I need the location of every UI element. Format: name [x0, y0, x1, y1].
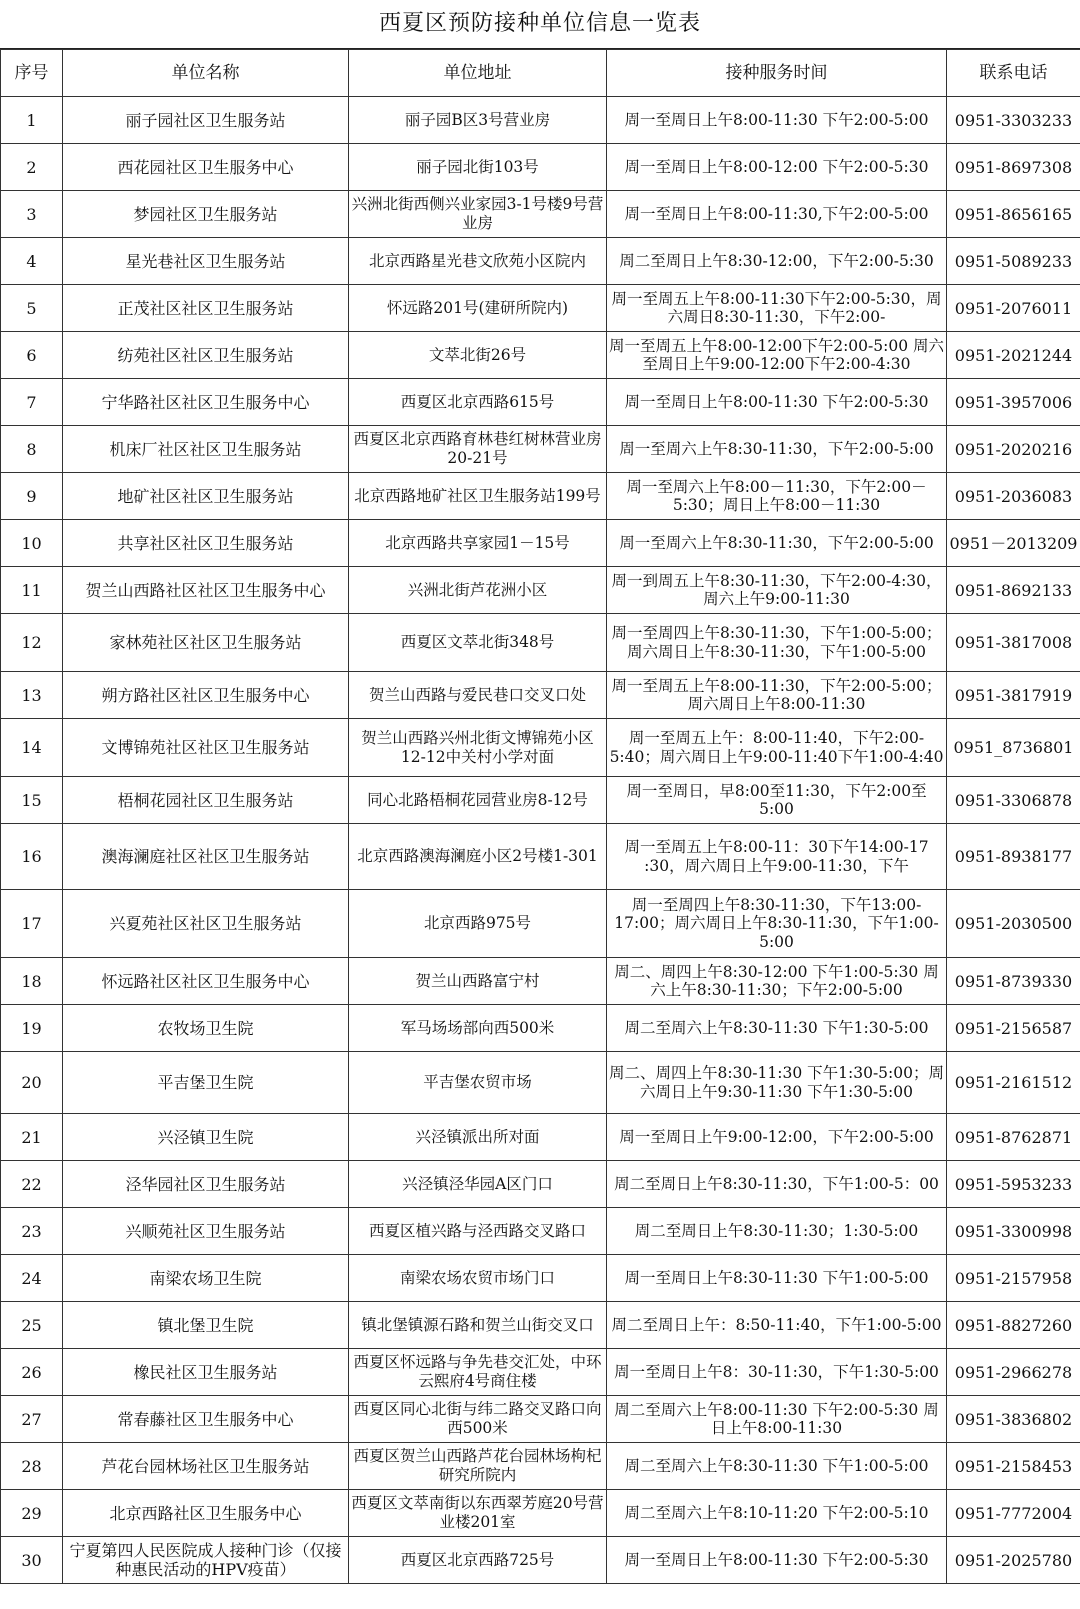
cell-address: 怀远路201号(建研所院内) — [349, 285, 607, 332]
cell-hours: 周一至周日上午9:00-12:00，下午2:00-5:00 — [607, 1114, 947, 1161]
cell-name: 镇北堡卫生院 — [63, 1302, 349, 1349]
cell-phone: 0951-5089233 — [947, 238, 1080, 285]
header-hours: 接种服务时间 — [607, 50, 947, 97]
table-row — [1, 426, 1080, 473]
cell-name: 兴顺苑社区卫生服务站 — [63, 1208, 349, 1255]
cell-name: 梦园社区卫生服务站 — [63, 191, 349, 238]
cell-phone: 0951-2020216 — [947, 426, 1080, 473]
cell-hours: 周一至周五上午：8:00-11:40，下午2:00-5:40；周六周日上午9:00-11:40下午1:00-4:40 — [607, 719, 947, 777]
cell-name: 丽子园社区卫生服务站 — [63, 97, 349, 144]
cell-no: 23 — [1, 1208, 63, 1255]
table-row — [1, 332, 1080, 379]
header-address: 单位地址 — [349, 50, 607, 97]
cell-no: 25 — [1, 1302, 63, 1349]
cell-hours: 周一至周日，早8:00至11:30，下午2:00至5:00 — [607, 777, 947, 824]
cell-name: 文博锦苑社区社区卫生服务站 — [63, 719, 349, 777]
cell-hours: 周一至周五上午8:00-12:00下午2:00-5:00 周六至周日上午9:00-12:00下午2:00-4:30 — [607, 332, 947, 379]
table-row — [1, 379, 1080, 426]
cell-name: 星光巷社区卫生服务站 — [63, 238, 349, 285]
cell-phone: 0951-8656165 — [947, 191, 1080, 238]
cell-address: 兴泾镇派出所对面 — [349, 1114, 607, 1161]
table-row — [1, 1302, 1080, 1349]
cell-no: 14 — [1, 719, 63, 777]
cell-address: 兴洲北街芦花洲小区 — [349, 567, 607, 614]
table-row — [1, 191, 1080, 238]
cell-name: 兴夏苑社区社区卫生服务站 — [63, 890, 349, 958]
cell-address: 贺兰山西路与爱民巷口交叉口处 — [349, 672, 607, 719]
cell-hours: 周一至周日上午8:00-11:30 下午2:00-5:30 — [607, 379, 947, 426]
cell-address: 西夏区文萃北街348号 — [349, 614, 607, 672]
table-row — [1, 1161, 1080, 1208]
cell-no: 8 — [1, 426, 63, 473]
cell-name: 芦花台园林场社区卫生服务站 — [63, 1443, 349, 1490]
cell-address: 西夏区同心北街与纬二路交叉路口向西500米 — [349, 1396, 607, 1443]
cell-phone: 0951-3303233 — [947, 97, 1080, 144]
header-no: 序号 — [1, 50, 63, 97]
cell-name: 正茂社区社区卫生服务站 — [63, 285, 349, 332]
cell-no: 30 — [1, 1537, 63, 1584]
cell-phone: 0951-8827260 — [947, 1302, 1080, 1349]
table-row — [1, 958, 1080, 1005]
cell-address: 西夏区文萃南街以东西翠芳庭20号营业楼201室 — [349, 1490, 607, 1537]
cell-name: 机床厂社区社区卫生服务站 — [63, 426, 349, 473]
cell-no: 26 — [1, 1349, 63, 1396]
cell-hours: 周二至周日上午8:30-11:30；1:30-5:00 — [607, 1208, 947, 1255]
cell-no: 19 — [1, 1005, 63, 1052]
cell-hours: 周一至周日上午8：30-11:30，下午1:30-5:00 — [607, 1349, 947, 1396]
cell-name: 南梁农场卫生院 — [63, 1255, 349, 1302]
header-name: 单位名称 — [63, 50, 349, 97]
table-row — [1, 672, 1080, 719]
cell-no: 24 — [1, 1255, 63, 1302]
cell-phone: 0951-2036083 — [947, 473, 1080, 520]
cell-phone: 0951-3817919 — [947, 672, 1080, 719]
cell-address: 北京西路地矿社区卫生服务站199号 — [349, 473, 607, 520]
cell-hours: 周二至周日上午8:30-11:30，下午1:00-5：00 — [607, 1161, 947, 1208]
cell-no: 1 — [1, 97, 63, 144]
table-row — [1, 777, 1080, 824]
cell-no: 6 — [1, 332, 63, 379]
cell-name: 梧桐花园社区卫生服务站 — [63, 777, 349, 824]
cell-hours: 周一至周五上午8:00-11:30，下午2:00-5:00；周六周日上午8:00-11:30 — [607, 672, 947, 719]
cell-address: 镇北堡镇源石路和贺兰山街交叉口 — [349, 1302, 607, 1349]
cell-name: 贺兰山西路社区社区卫生服务中心 — [63, 567, 349, 614]
cell-name: 北京西路社区卫生服务中心 — [63, 1490, 349, 1537]
cell-phone: 0951-2025780 — [947, 1537, 1080, 1584]
cell-no: 12 — [1, 614, 63, 672]
cell-hours: 周一到周五上午8:30-11:30，下午2:00-4:30，周六上午9:00-11:30 — [607, 567, 947, 614]
table-row — [1, 719, 1080, 777]
cell-phone: 0951-3836802 — [947, 1396, 1080, 1443]
cell-name: 泾华园社区卫生服务站 — [63, 1161, 349, 1208]
cell-no: 3 — [1, 191, 63, 238]
cell-no: 20 — [1, 1052, 63, 1114]
cell-hours: 周一至周四上午8:30-11:30，下午1:00-5:00；周六周日上午8:30-11:30，下午1:00-5:00 — [607, 614, 947, 672]
cell-no: 2 — [1, 144, 63, 191]
table-row — [1, 285, 1080, 332]
cell-phone: 0951-3817008 — [947, 614, 1080, 672]
table-row — [1, 1114, 1080, 1161]
cell-phone: 0951_8736801 — [947, 719, 1080, 777]
cell-no: 9 — [1, 473, 63, 520]
cell-hours: 周二、周四上午8:30-12:00 下午1:00-5:30 周六上午8:30-11:30；下午2:00-5:00 — [607, 958, 947, 1005]
cell-hours: 周一至周六上午8:00－11:30，下午2:00－5:30；周日上午8:00－11:30 — [607, 473, 947, 520]
cell-address: 西夏区北京西路615号 — [349, 379, 607, 426]
header-phone: 联系电话 — [947, 50, 1080, 97]
cell-address: 丽子园北街103号 — [349, 144, 607, 191]
cell-phone: 0951-2021244 — [947, 332, 1080, 379]
cell-phone: 0951-2158453 — [947, 1443, 1080, 1490]
cell-name: 橡民社区卫生服务站 — [63, 1349, 349, 1396]
cell-phone: 0951-8692133 — [947, 567, 1080, 614]
cell-hours: 周一至周日上午8:00-12:00 下午2:00-5:30 — [607, 144, 947, 191]
cell-hours: 周一至周五上午8:00-11：30下午14:00-17 :30，周六周日上午9:00-11:30，下午 — [607, 824, 947, 890]
cell-hours: 周二至周六上午8:30-11:30 下午1:30-5:00 — [607, 1005, 947, 1052]
cell-hours: 周二至周日上午：8:50-11:40，下午1:00-5:00 — [607, 1302, 947, 1349]
cell-name: 怀远路社区社区卫生服务中心 — [63, 958, 349, 1005]
cell-phone: 0951-2157958 — [947, 1255, 1080, 1302]
table-row — [1, 1005, 1080, 1052]
table-row — [1, 1490, 1080, 1537]
table-row — [1, 1052, 1080, 1114]
cell-hours: 周一至周日上午8:00-11:30 下午2:00-5:00 — [607, 97, 947, 144]
cell-phone: 0951-2161512 — [947, 1052, 1080, 1114]
cell-no: 5 — [1, 285, 63, 332]
cell-phone: 0951-3306878 — [947, 777, 1080, 824]
cell-no: 28 — [1, 1443, 63, 1490]
cell-name: 兴泾镇卫生院 — [63, 1114, 349, 1161]
table-row — [1, 97, 1080, 144]
cell-phone: 0951-5953233 — [947, 1161, 1080, 1208]
cell-phone: 0951-2076011 — [947, 285, 1080, 332]
cell-hours: 周二至周六上午8:10-11:20 下午2:00-5:10 — [607, 1490, 947, 1537]
cell-name: 共享社区社区卫生服务站 — [63, 520, 349, 567]
cell-address: 西夏区植兴路与泾西路交叉路口 — [349, 1208, 607, 1255]
table-row — [1, 144, 1080, 191]
cell-phone: 0951-2156587 — [947, 1005, 1080, 1052]
header-row — [1, 50, 1080, 97]
cell-no: 17 — [1, 890, 63, 958]
table-row — [1, 614, 1080, 672]
cell-name: 宁华路社区社区卫生服务中心 — [63, 379, 349, 426]
table-body — [1, 97, 1080, 1584]
table-row — [1, 1396, 1080, 1443]
cell-hours: 周二、周四上午8:30-11:30 下午1:30-5:00；周六周日上午9:30-11:30 下午1:30-5:00 — [607, 1052, 947, 1114]
table-row — [1, 567, 1080, 614]
cell-phone: 0951-7772004 — [947, 1490, 1080, 1537]
cell-no: 18 — [1, 958, 63, 1005]
cell-address: 同心北路梧桐花园营业房8-12号 — [349, 777, 607, 824]
table-row — [1, 1208, 1080, 1255]
cell-address: 贺兰山西路富宁村 — [349, 958, 607, 1005]
cell-hours: 周二至周日上午8:30-12:00，下午2:00-5:30 — [607, 238, 947, 285]
cell-hours: 周一至周四上午8:30-11:30，下午13:00-17:00；周六周日上午8:30-11:30，下午1:00-5:00 — [607, 890, 947, 958]
cell-no: 22 — [1, 1161, 63, 1208]
cell-phone: 0951-2966278 — [947, 1349, 1080, 1396]
cell-name: 宁夏第四人民医院成人接种门诊（仅接种惠民活动的HPV疫苗） — [63, 1537, 349, 1584]
cell-address: 西夏区贺兰山西路芦花台园林场枸杞研究所院内 — [349, 1443, 607, 1490]
cell-hours: 周二至周六上午8:30-11:30 下午1:00-5:00 — [607, 1443, 947, 1490]
cell-name: 朔方路社区社区卫生服务中心 — [63, 672, 349, 719]
table-row — [1, 1349, 1080, 1396]
cell-no: 11 — [1, 567, 63, 614]
cell-name: 农牧场卫生院 — [63, 1005, 349, 1052]
cell-address: 军马场场部向西500米 — [349, 1005, 607, 1052]
cell-hours: 周一至周六上午8:30-11:30，下午2:00-5:00 — [607, 520, 947, 567]
cell-address: 北京西路澳海澜庭小区2号楼1-301 — [349, 824, 607, 890]
table-row — [1, 824, 1080, 890]
units-table — [0, 49, 1080, 1584]
cell-phone: 0951-8938177 — [947, 824, 1080, 890]
cell-address: 西夏区怀远路与争先巷交汇处，中环云熙府4号商住楼 — [349, 1349, 607, 1396]
cell-address: 兴洲北街西侧兴业家园3-1号楼9号营业房 — [349, 191, 607, 238]
cell-phone: 0951-8697308 — [947, 144, 1080, 191]
cell-no: 13 — [1, 672, 63, 719]
table-row — [1, 1537, 1080, 1584]
cell-no: 16 — [1, 824, 63, 890]
table-row — [1, 1255, 1080, 1302]
cell-address: 平吉堡农贸市场 — [349, 1052, 607, 1114]
table-row — [1, 1443, 1080, 1490]
cell-phone: 0951-3300998 — [947, 1208, 1080, 1255]
cell-address: 文萃北街26号 — [349, 332, 607, 379]
cell-hours: 周一至周日上午8:00-11:30,下午2:00-5:00 — [607, 191, 947, 238]
cell-address: 北京西路975号 — [349, 890, 607, 958]
cell-name: 地矿社区社区卫生服务站 — [63, 473, 349, 520]
cell-no: 4 — [1, 238, 63, 285]
table-row — [1, 520, 1080, 567]
cell-phone: 0951-2030500 — [947, 890, 1080, 958]
cell-no: 29 — [1, 1490, 63, 1537]
cell-no: 21 — [1, 1114, 63, 1161]
cell-address: 南梁农场农贸市场门口 — [349, 1255, 607, 1302]
cell-hours: 周一至周六上午8:30-11:30，下午2:00-5:00 — [607, 426, 947, 473]
cell-no: 7 — [1, 379, 63, 426]
table-row — [1, 238, 1080, 285]
cell-no: 15 — [1, 777, 63, 824]
cell-name: 纺苑社区社区卫生服务站 — [63, 332, 349, 379]
cell-phone: 0951-3957006 — [947, 379, 1080, 426]
cell-no: 10 — [1, 520, 63, 567]
cell-hours: 周一至周五上午8:00-11:30下午2:00-5:30，周六周日8:30-11:30，下午2:00- — [607, 285, 947, 332]
cell-address: 西夏区北京西路育林巷红树林营业房20-21号 — [349, 426, 607, 473]
cell-hours: 周一至周日上午8:30-11:30 下午1:00-5:00 — [607, 1255, 947, 1302]
table-row — [1, 473, 1080, 520]
cell-hours: 周一至周日上午8:00-11:30 下午2:00-5:30 — [607, 1537, 947, 1584]
cell-address: 北京西路共享家园1－15号 — [349, 520, 607, 567]
page-title: 西夏区预防接种单位信息一览表 — [0, 0, 1080, 49]
cell-address: 丽子园B区3号营业房 — [349, 97, 607, 144]
cell-address: 西夏区北京西路725号 — [349, 1537, 607, 1584]
cell-name: 西花园社区卫生服务中心 — [63, 144, 349, 191]
cell-address: 贺兰山西路兴州北街文博锦苑小区12-12中关村小学对面 — [349, 719, 607, 777]
cell-name: 平吉堡卫生院 — [63, 1052, 349, 1114]
cell-no: 27 — [1, 1396, 63, 1443]
cell-phone: 0951-8762871 — [947, 1114, 1080, 1161]
cell-hours: 周二至周六上午8:00-11:30 下午2:00-5:30 周日上午8:00-11:30 — [607, 1396, 947, 1443]
cell-name: 常春藤社区卫生服务中心 — [63, 1396, 349, 1443]
cell-name: 澳海澜庭社区社区卫生服务站 — [63, 824, 349, 890]
cell-phone: 0951-8739330 — [947, 958, 1080, 1005]
cell-name: 家林苑社区社区卫生服务站 — [63, 614, 349, 672]
cell-address: 北京西路星光巷文欣苑小区院内 — [349, 238, 607, 285]
table-row — [1, 890, 1080, 958]
cell-phone: 0951－2013209 — [947, 520, 1080, 567]
cell-address: 兴泾镇泾华园A区门口 — [349, 1161, 607, 1208]
